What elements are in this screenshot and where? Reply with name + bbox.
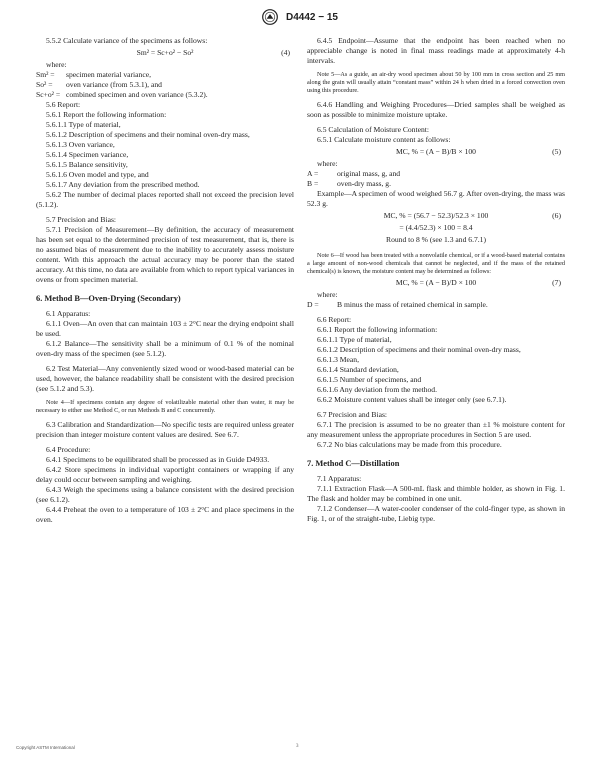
equation-text: MC, % = (A − B)/D × 100 <box>395 278 477 287</box>
equation-number: (5) <box>552 147 561 156</box>
paragraph: 6.6.1.2 Description of specimens and their nominal oven-dry mass, <box>317 345 521 354</box>
paragraph: 7.1.2 Condenser—A water-cooler condenser of the cold-finger type, as shown in Fig. 1, or of the straight-tube, Liebig type. <box>307 504 565 523</box>
paragraph: 6.1 Apparatus: <box>46 309 91 318</box>
equation-text: MC, % = (A − B)/B × 100 <box>396 147 476 156</box>
paragraph: 5.7.1 Precision of Measurement—By definition, the accuracy of measurement has been set equal to the determined precision of test measurement, that is, there is no assumed bias of measurement due to the inability to accurately assess moisture content. With this approach the actual accuracy may be poorer than the stated accuracy. At this time, no data are available from which to report typical variances in ovens or from specimen material. <box>36 225 295 284</box>
equation-text: = (4.4/52.3) × 100 = 8.4 <box>399 223 473 232</box>
paragraph: 6.6.1.3 Mean, <box>317 355 359 364</box>
paragraph: 5.6.1.1 Type of material, <box>46 120 121 129</box>
equation <box>307 147 565 157</box>
spacer <box>307 450 565 459</box>
section-heading: 6. Method B—Oven-Drying (Secondary) <box>36 294 181 303</box>
paragraph: 5.6.1.2 Description of specimens and their nominal oven-dry mass, <box>46 130 250 139</box>
definition-text: B minus the mass of retained chemical in sample. <box>337 300 488 309</box>
equation <box>307 235 565 245</box>
paragraph: 6.4.6 Handling and Weighing Procedures—Dried samples shall be weighed as soon as possible to minimize moisture uptake. <box>307 100 565 119</box>
paragraph: 5.6.2 The number of decimal places reported shall not exceed the precision level (5.1.2). <box>36 190 294 209</box>
definition <box>307 300 565 310</box>
paragraph: 6.7.2 No bias calculations may be made from this procedure. <box>317 440 502 449</box>
paragraph: 6.1.1 Oven—An oven that can maintain 103 ± 2°C near the drying endpoint shall be used. <box>36 319 294 338</box>
paragraph: 5.5.2 Calculate variance of the specimens as follows: <box>46 36 208 45</box>
equation <box>307 211 565 221</box>
equation <box>307 278 565 288</box>
paragraph: 5.6.1.3 Oven variance, <box>46 140 115 149</box>
note: Note 4—If specimens contain any degree of volatilizable material other than water, it may be necessary to either use Method C, or run Methods B and C concurrently. <box>36 399 294 414</box>
note: Note 5—As a guide, an air-dry wood specimen about 50 by 100 mm in cross section and 25 mm along the grain will usually attain “constant mass” within 24 h when dried in a forced convection oven using this procedure. <box>307 71 565 94</box>
definition-symbol: A = <box>307 169 319 178</box>
equation-number: (6) <box>552 211 561 220</box>
definition-symbol: So² = <box>36 80 53 89</box>
paragraph: 6.4.3 Weigh the specimens using a balance consistent with the desired precision (see 6.1.2). <box>36 485 294 504</box>
definition <box>307 169 565 179</box>
left-column <box>36 36 294 525</box>
paragraph: 7.1.1 Extraction Flask—A 500-mL flask and thimble holder, as shown in Fig. 1. The flask and holder may be combined in one unit. <box>307 484 565 503</box>
definition <box>36 90 294 100</box>
paragraph: 6.5 Calculation of Moisture Content: <box>317 125 429 134</box>
paragraph: 6.7 Precision and Bias: <box>317 410 388 419</box>
spacer <box>36 285 294 294</box>
paragraph: 6.6.1.4 Standard deviation, <box>317 365 399 374</box>
paragraph: where: <box>317 159 338 168</box>
paragraph: 6.7.1 The precision is assumed to be no greater than ±1 % moisture content for any measurement unless the appropriate procedures in Section 5 are used. <box>307 420 565 439</box>
definition-symbol: D = <box>307 300 319 309</box>
paragraph: 7.1 Apparatus: <box>317 474 362 483</box>
right-column <box>307 36 565 524</box>
definition-text: oven variance (from 5.3.1), and <box>66 80 162 89</box>
definition-symbol: Sc+o² = <box>36 90 61 99</box>
paragraph: where: <box>317 290 338 299</box>
note: Note 6—If wood has been treated with a nonvolatile chemical, or if a wood-based material contains a large amount of non-wood chemicals that cannot be neglected, and if the mass of the retained chemical(s) is known, the moisture content may be determined as follows: <box>307 252 565 275</box>
paragraph: where: <box>46 60 67 69</box>
paragraph: 6.4.2 Store specimens in individual vaportight containers or wrapping if any delay could occur between sampling and weighing. <box>36 465 294 484</box>
paragraph: 5.7 Precision and Bias: <box>46 215 117 224</box>
paragraph: 6.6.1.5 Number of specimens, and <box>317 375 422 384</box>
equation-text: Sm² = Sc+o² − So² <box>136 48 194 57</box>
paragraph: 5.6.1.6 Oven model and type, and <box>46 170 149 179</box>
paragraph: 6.4.1 Specimens to be equilibrated shall be processed as in Guide D4933. <box>46 455 270 464</box>
paragraph: 5.6.1 Report the following information: <box>46 110 167 119</box>
equation <box>307 223 565 233</box>
equation-text: MC, % = (56.7 − 52.3)/52.3 × 100 <box>383 211 489 220</box>
definition <box>36 70 294 80</box>
paragraph: 6.2 Test Material—Any conveniently sized wood or wood-based material can be used, however, the balance readability shall be consistent with the desired precision (see 5.1.2 and 5.3). <box>36 364 294 393</box>
paragraph: 5.6 Report: <box>46 100 81 109</box>
section-heading: 7. Method C—Distillation <box>307 459 400 468</box>
paragraph: 6.6.1.6 Any deviation from the method. <box>317 385 438 394</box>
paragraph: 6.1.2 Balance—The sensitivity shall be a minimum of 0.1 % of the nominal oven-dry mass of the specimen (see 5.1.2). <box>36 339 294 358</box>
equation-number: (4) <box>281 48 290 57</box>
paragraph: 6.6.2 Moisture content values shall be integer only (see 6.7.1). <box>317 395 507 404</box>
paragraph: 5.6.1.4 Specimen variance, <box>46 150 129 159</box>
paragraph: 5.6.1.7 Any deviation from the prescribed method. <box>46 180 200 189</box>
paragraph: 6.6.1.1 Type of material, <box>317 335 392 344</box>
copyright-notice: Copyright ASTM International <box>16 745 75 750</box>
paragraph: 6.5.1 Calculate moisture content as follows: <box>317 135 451 144</box>
definition-text: combined specimen and oven variance (5.3.2). <box>66 90 208 99</box>
paragraph: 5.6.1.5 Balance sensitivity, <box>46 160 128 169</box>
paragraph: 6.3 Calibration and Standardization—No specific tests are required unless greater precision than integer moisture content values are desired. See 6.7. <box>36 420 294 439</box>
paragraph: 6.4.4 Preheat the oven to a temperature of 103 ± 2°C and place specimens in the oven. <box>36 505 294 524</box>
astm-logo-icon <box>262 9 278 25</box>
definition-symbol: Sm² = <box>36 70 55 79</box>
definition-text: oven-dry mass, g. <box>337 179 391 188</box>
definition-symbol: B = <box>307 179 319 188</box>
paragraph: 6.6.1 Report the following information: <box>317 325 438 334</box>
paragraph: 6.4 Procedure: <box>46 445 91 454</box>
equation-text: Round to 8 % (see 1.3 and 6.7.1) <box>386 235 486 244</box>
page-number: 3 <box>296 744 299 749</box>
page-header <box>0 8 600 26</box>
paragraph: 6.4.5 Endpoint—Assume that the endpoint has been reached when no appreciable change is noted in final mass readings made at approximately 4-h intervals. <box>307 36 565 65</box>
definition <box>307 179 565 189</box>
equation-number: (7) <box>552 278 561 287</box>
document-id: D4442 − 15 <box>286 11 338 23</box>
definition <box>36 80 294 90</box>
equation <box>36 48 294 58</box>
paragraph: Example—A specimen of wood weighed 56.7 g. After oven-drying, the mass was 52.3 g. <box>307 189 566 208</box>
paragraph: 6.6 Report: <box>317 315 352 324</box>
definition-text: specimen material variance, <box>66 70 151 79</box>
definition-text: original mass, g, and <box>337 169 401 178</box>
